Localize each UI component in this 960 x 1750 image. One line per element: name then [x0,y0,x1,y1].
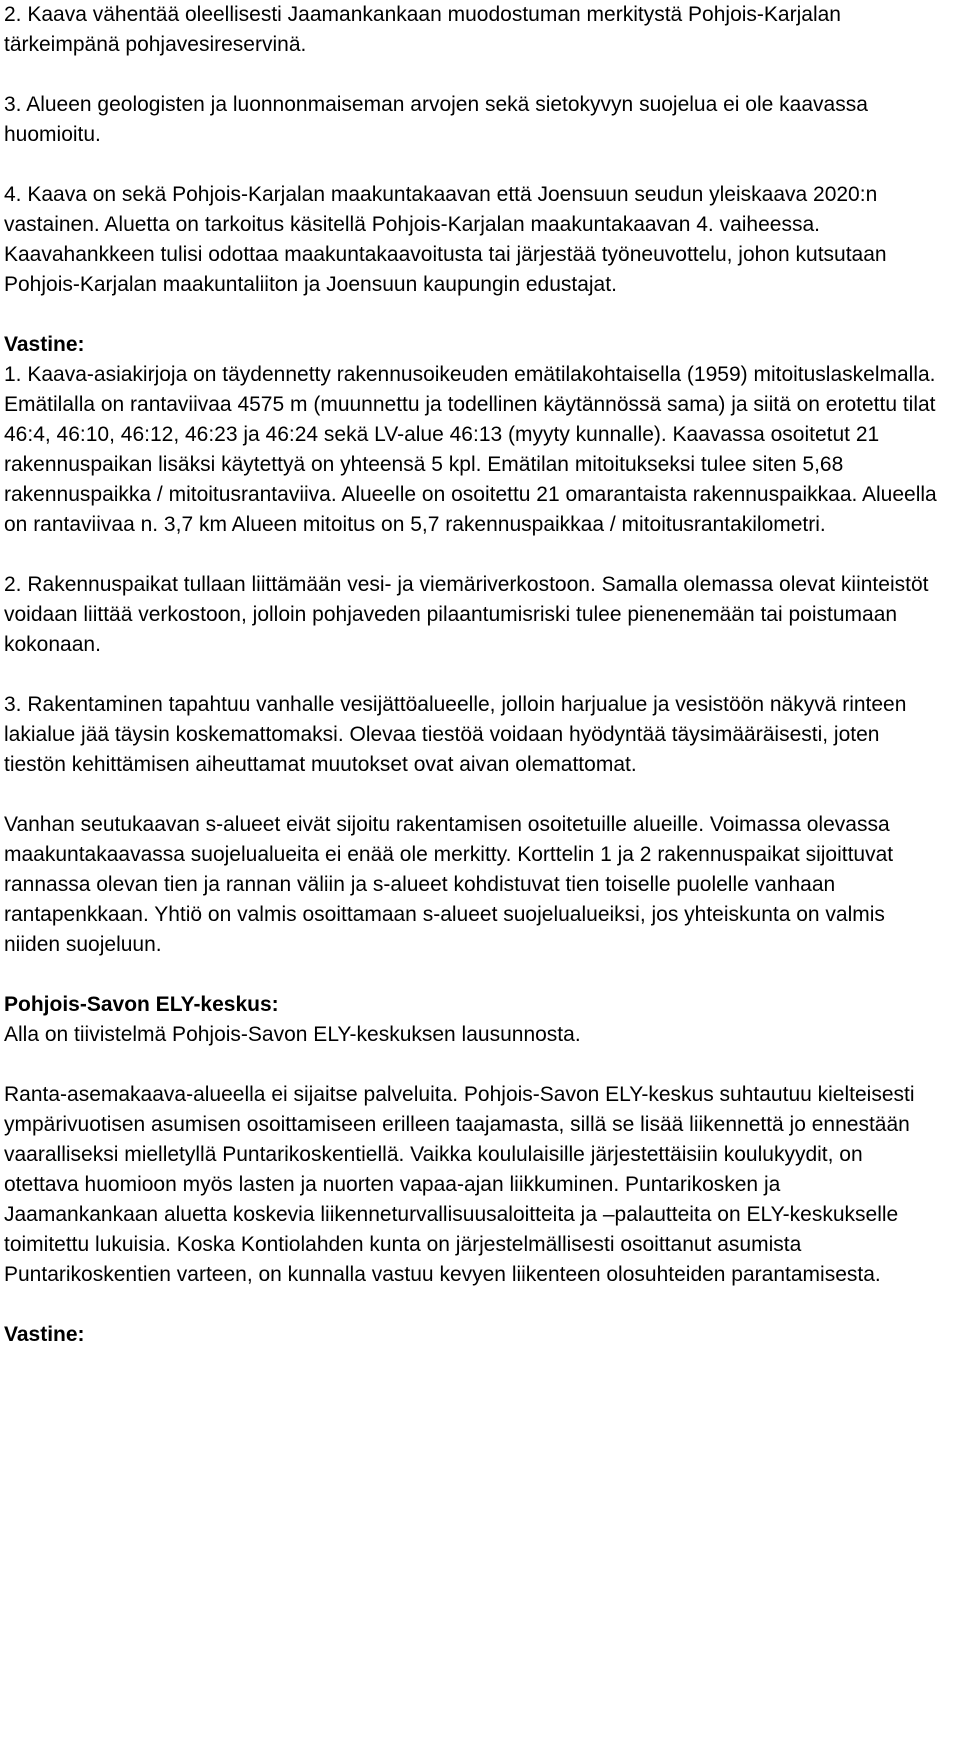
paragraph-point-4: 4. Kaava on sekä Pohjois-Karjalan maakuntakaavan että Joensuun seudun yleiskaava 2020:n vastainen. Aluetta on tarkoitus käsitellä Pohjois-Karjalan maakuntakaavan 4. vaiheessa. Kaavahankkeen tulisi odottaa maakuntakaavoitusta tai järjestää työneuvottelu, johon kutsutaan Pohjois-Karjalan maakuntaliiton ja Joensuun kaupungin edustajat. [4,183,887,296]
paragraph-seutukaava: Vanhan seutukaavan s-alueet eivät sijoitu rakentamisen osoitetuille alueille. Voimassa olevassa maakuntakaavassa suojelualueita ei enää ole merkitty. Korttelin 1 ja 2 rakennuspaikat sijoittuvat rannassa olevan tien ja rannan väliin ja s-alueet kohdistuvat tien toiselle puolelle vanhaan rantapenkkaan. Yhtiö on valmis osoittamaan s-alueet suojelualueiksi, jos yhteiskunta on valmis niiden suojeluun. [4,813,894,956]
heading-vastine: Vastine: [4,333,85,356]
paragraph-response-1: 1. Kaava-asiakirjoja on täydennetty rakennusoikeuden emätilakohtaisella (1959) mitoituslaskelmalla. Emätilalla on rantaviivaa 4575 m (muunnettu ja todellinen käytännössä sama) ja siitä on erotettu tilat 46:4, 46:10, 46:12, 46:23 ja 46:24 sekä LV-alue 46:13 (myyty kunnalle). Kaavassa osoitetut 21 rakennuspaikan lisäksi käytettyä on yhteensä 5 kpl. Emätilan mitoitukseksi tulee siten 5,68 rakennuspaikka / mitoitusrantaviiva. Alueelle on osoitettu 21 omarantaista rakennuspaikkaa. Alueella on rantaviivaa n. 3,7 km Alueen mitoitus on 5,7 rakennuspaikkaa / mitoitusrantakilometri. [4,363,937,536]
paragraph-point-3: 3. Alueen geologisten ja luonnonmaiseman arvojen sekä sietokyvyn suojelua ei ole kaavassa huomioitu. [4,93,868,146]
heading-ely-keskus: Pohjois-Savon ELY-keskus: [4,993,279,1016]
paragraph-point-2: 2. Kaava vähentää oleellisesti Jaamankankaan muodostuman merkitystä Pohjois-Karjalan tärkeimpänä pohjavesireservinä. [4,3,841,56]
paragraph-response-2: 2. Rakennuspaikat tullaan liittämään vesi- ja viemäriverkostoon. Samalla olemassa olevat kiinteistöt voidaan liittää verkostoon, jolloin pohjaveden pilaantumisriski tulee pienenemään tai poistumaan kokonaan. [4,573,929,656]
heading-vastine-2: Vastine: [4,1323,85,1346]
paragraph-response-3: 3. Rakentaminen tapahtuu vanhalle vesijättöalueelle, jolloin harjualue ja vesistöön näkyvä rinteen lakialue jää täysin koskemattomaksi. Olevaa tiestöä voidaan hyödyntää täysimääräisesti, joten tiestön kehittämisen aiheuttamat muutokset ovat aivan olemattomat. [4,693,907,776]
paragraph-ely-summary: Alla on tiivistelmä Pohjois-Savon ELY-keskuksen lausunnosta. [4,1023,581,1046]
paragraph-ely-statement: Ranta-asemakaava-alueella ei sijaitse palveluita. Pohjois-Savon ELY-keskus suhtautuu kielteisesti ympärivuotisen asumisen osoittamiseen erilleen taajamasta, sillä se lisää liikennettä jo ennestään vaaralliseksi mielletyllä Puntarikoskentiellä. Vaikka koululaisille järjestettäisiin koulukyydit, on otettava huomioon myös lasten ja nuorten vapaa-ajan liikkuminen. Puntarikosken ja Jaamankankaan aluetta koskevia liikenneturvallisuusaloitteita ja –palautteita on ELY-keskukselle toimitettu lukuisia. Koska Kontiolahden kunta on järjestelmällisesti osoittanut asumista Puntarikoskentien varteen, on kunnalla vastuu kevyen liikenteen olosuhteiden parantamisesta. [4,1083,915,1286]
